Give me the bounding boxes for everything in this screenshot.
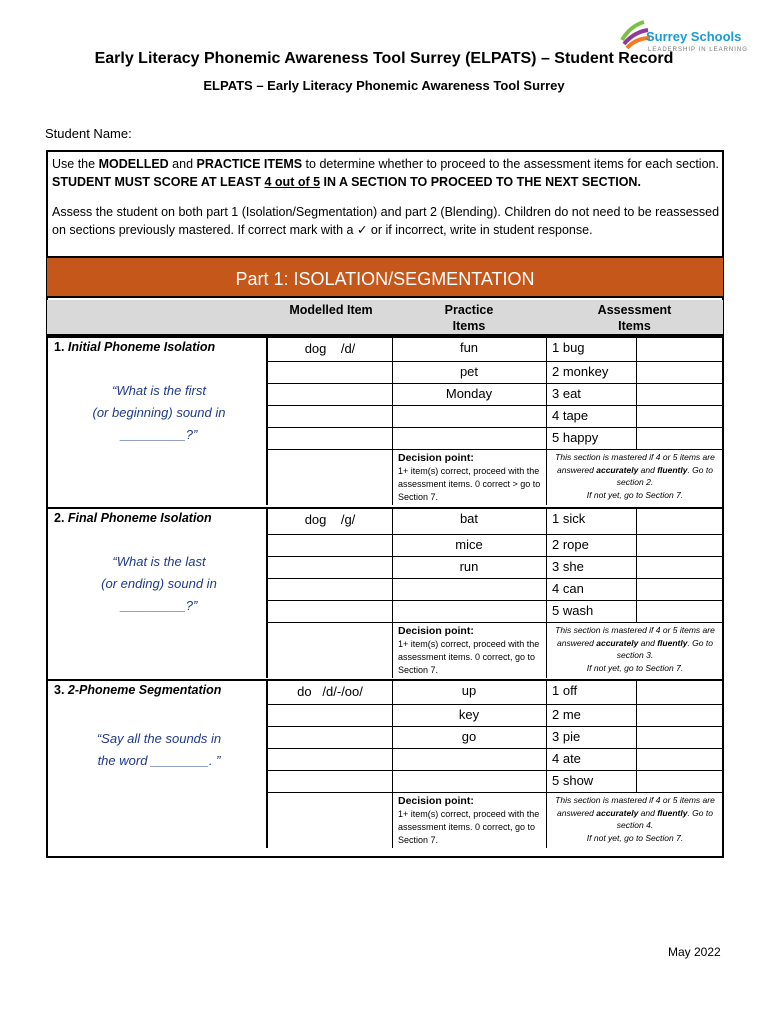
decision-heading: Decision point: — [398, 452, 474, 464]
prompt-line: (or ending) sound in — [101, 576, 217, 591]
mastery-text: accurately — [596, 807, 639, 818]
column-divider — [636, 508, 637, 622]
mastery-text: This section is mastered if 4 or 5 items are answered — [555, 452, 715, 475]
assessment-item: 3 pie — [552, 729, 581, 744]
mastery-text: fluently — [657, 807, 688, 818]
mastery-text: fluently — [657, 637, 688, 648]
practice-item: bat — [459, 511, 479, 526]
practice-item: pet — [459, 364, 479, 379]
assessment-item: 1 off — [552, 683, 578, 698]
assessment-item: 5 wash — [552, 603, 594, 618]
row-divider — [266, 622, 723, 623]
assessment-item: 5 happy — [552, 430, 599, 445]
mastery-note — [548, 451, 722, 501]
assessment-item: 5 show — [552, 773, 594, 788]
decision-text: 1+ item(s) correct, proceed with the assessment items. 0 correct, go to Section 7. — [398, 639, 540, 675]
practice-item: Monday — [445, 386, 493, 401]
instructions — [52, 155, 722, 251]
column-divider — [546, 680, 547, 848]
mastery-fallback: If not yet, go to Section 7. — [586, 662, 684, 673]
modelled-item: dog /g/ — [304, 512, 356, 527]
decision-text: 1+ item(s) correct, proceed with the assessment items. 0 correct, go to Section 7. — [398, 809, 540, 845]
column-divider — [636, 680, 637, 792]
section-divider — [47, 336, 723, 338]
logo-tagline: LEADERSHIP IN LEARNING — [648, 47, 748, 53]
mastery-note — [548, 794, 722, 844]
header-modelled: Modelled Item — [289, 303, 373, 317]
decision-text: 1+ item(s) correct, proceed with the assessment items. 0 correct > go to Section 7. — [398, 466, 541, 502]
column-divider — [266, 337, 268, 505]
practice-item: go — [461, 729, 477, 744]
student-name-label: Student Name: — [45, 126, 132, 141]
row-divider — [266, 726, 723, 727]
modelled-item: dog /d/ — [304, 341, 356, 356]
mastery-text: and — [638, 637, 658, 648]
row-divider — [266, 427, 723, 428]
mastery-fallback: If not yet, go to Section 7. — [586, 832, 684, 843]
section-number: 1. — [54, 340, 65, 354]
assessment-item: 3 eat — [552, 386, 581, 401]
practice-item: up — [461, 683, 477, 698]
section-prompt — [54, 551, 264, 617]
practice-item: key — [458, 707, 480, 722]
assessment-item: 4 tape — [552, 408, 589, 423]
section-prompt — [54, 380, 264, 446]
practice-item: fun — [459, 340, 479, 355]
section-name: Initial Phoneme Isolation — [67, 340, 216, 354]
assessment-item: 2 rope — [552, 537, 589, 552]
mastery-fallback: If not yet, go to Section 7. — [586, 489, 684, 500]
column-divider — [392, 337, 393, 505]
row-divider — [266, 534, 723, 535]
row-divider — [266, 449, 723, 450]
prompt-line: _________?” — [120, 598, 198, 613]
assessment-item: 2 me — [552, 707, 581, 722]
mastery-text: and — [638, 807, 658, 818]
header-assessment: Assessment Items — [597, 303, 672, 333]
section-name: Final Phoneme Isolation — [67, 511, 212, 525]
mastery-text: This section is mastered if 4 or 5 items are answered — [555, 795, 715, 818]
mastery-text: . Go to section 3. — [616, 637, 713, 660]
prompt-line: “What is the last — [112, 554, 206, 569]
decision-point — [398, 452, 544, 504]
section-name: 2-Phoneme Segmentation — [67, 683, 222, 697]
page-subtitle: ELPATS – Early Literacy Phonemic Awareness Tool Surrey — [203, 78, 565, 93]
row-divider — [266, 383, 723, 384]
column-divider — [266, 680, 268, 848]
section-title — [54, 683, 221, 697]
section-title — [54, 511, 212, 525]
section-number: 3. — [54, 683, 65, 697]
footer-date: May 2022 — [668, 945, 721, 959]
decision-point — [398, 625, 544, 677]
decision-heading: Decision point: — [398, 795, 474, 807]
section-divider — [47, 507, 723, 509]
section-title — [54, 340, 215, 354]
mastery-text: accurately — [596, 464, 639, 475]
surrey-schools-logo — [618, 18, 768, 54]
row-divider — [266, 770, 723, 771]
mastery-text: This section is mastered if 4 or 5 items are answered — [555, 625, 715, 648]
mastery-text: fluently — [657, 464, 688, 475]
row-divider — [266, 704, 723, 705]
page-title: Early Literacy Phonemic Awareness Tool Surrey (ELPATS) – Student Record — [94, 50, 674, 67]
decision-point — [398, 795, 544, 847]
part-title-banner: Part 1: ISOLATION/SEGMENTATION — [47, 256, 723, 298]
row-divider — [266, 600, 723, 601]
instructions-paragraph-1: Use the MODELLED and PRACTICE ITEMS to determine whether to proceed to the assessment items for each section. STUDENT MUST SCORE AT LEAST 4 out of 5 IN A SECTION TO PROCEED TO THE NEXT SECTION. — [52, 157, 719, 189]
decision-heading: Decision point: — [398, 625, 474, 637]
practice-item: mice — [455, 537, 483, 552]
prompt-line: the word ________. ” — [97, 753, 221, 768]
prompt-line: “Say all the sounds in — [96, 731, 222, 746]
row-divider — [266, 748, 723, 749]
section-divider — [47, 679, 723, 681]
assessment-item: 2 monkey — [552, 364, 609, 379]
row-divider — [266, 405, 723, 406]
modelled-item: do /d/-/oo/ — [297, 684, 363, 699]
column-divider — [636, 337, 637, 449]
mastery-text: . Go to section 4. — [616, 807, 713, 830]
column-divider — [546, 337, 547, 505]
assessment-item: 1 bug — [552, 340, 585, 355]
column-divider — [392, 680, 393, 848]
row-divider — [266, 792, 723, 793]
row-divider — [266, 578, 723, 579]
header-practice: Practice Items — [444, 303, 494, 333]
logo-name: Surrey Schools — [646, 29, 742, 44]
section-prompt — [54, 728, 264, 772]
mastery-text: and — [638, 464, 658, 475]
instructions-paragraph-2: Assess the student on both part 1 (Isolation/Segmentation) and part 2 (Blending). Children do not need to be reassessed on sections previously mastered. If correct mark with a ✓ or if incorrect, write in student response. — [52, 205, 720, 237]
assessment-item: 4 ate — [552, 751, 581, 766]
prompt-line: _________?” — [120, 427, 198, 442]
prompt-line: “What is the first — [112, 383, 206, 398]
mastery-text: . Go to section 2. — [616, 464, 713, 487]
prompt-line: (or beginning) sound in — [92, 405, 226, 420]
practice-item: run — [459, 559, 479, 574]
assessment-item: 3 she — [552, 559, 584, 574]
row-divider — [266, 361, 723, 362]
assessment-item: 4 can — [552, 581, 584, 596]
section-number: 2. — [54, 511, 65, 525]
row-divider — [266, 556, 723, 557]
mastery-note — [548, 624, 722, 674]
assessment-item: 1 sick — [552, 511, 586, 526]
mastery-text: accurately — [596, 637, 639, 648]
